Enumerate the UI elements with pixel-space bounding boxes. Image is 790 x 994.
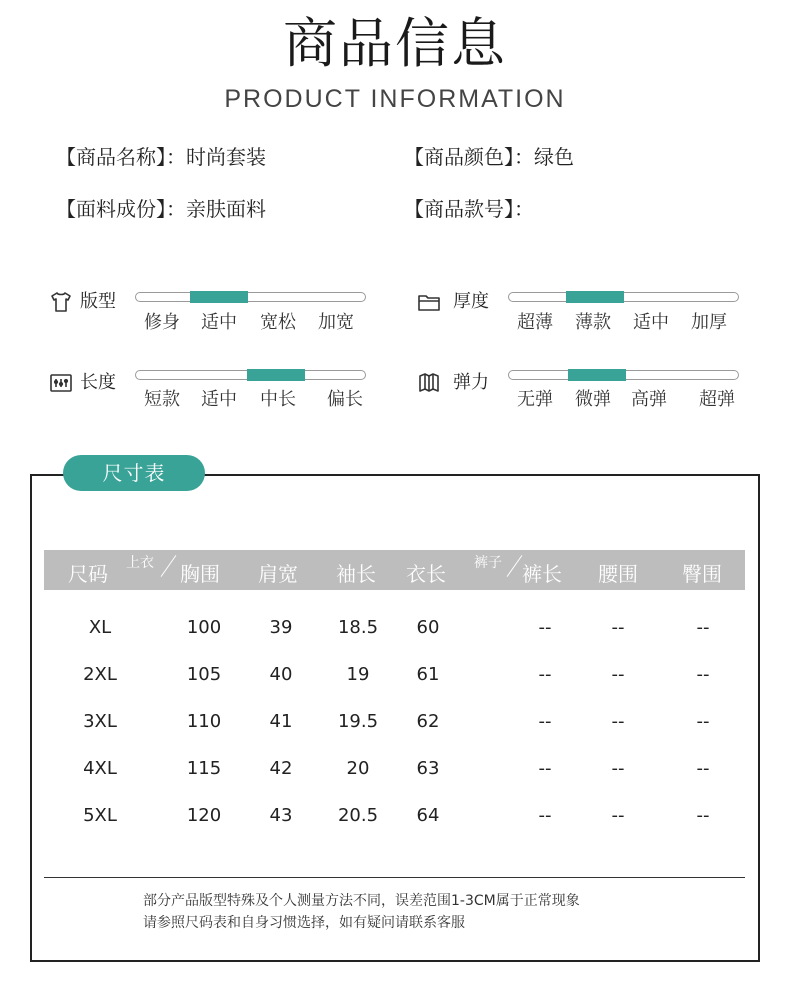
cell-shoulder: 40 <box>269 664 293 685</box>
header-pants-group: 裤子 <box>474 555 502 571</box>
cell-hip: -- <box>696 805 710 826</box>
attr-elasticity-option: 高弹 <box>631 389 667 410</box>
attr-length-option: 适中 <box>201 389 237 410</box>
attr-elasticity-option: 超弹 <box>699 389 735 410</box>
header-length: 衣长 <box>406 562 446 586</box>
attr-elasticity-option: 无弹 <box>517 389 553 410</box>
cell-pants-length: -- <box>538 664 552 685</box>
attr-length-option: 偏长 <box>327 389 363 410</box>
cell-pants-length: -- <box>538 805 552 826</box>
cell-hip: -- <box>696 711 710 732</box>
fabric-icon <box>417 371 441 395</box>
cell-pants-length: -- <box>538 758 552 779</box>
header-size: 尺码 <box>68 562 108 586</box>
cell-sleeve: 20 <box>346 758 370 779</box>
attr-length-indicator <box>247 369 305 381</box>
cell-chest: 105 <box>186 664 222 685</box>
cell-length: 63 <box>416 758 440 779</box>
attr-elasticity-label: 弹力 <box>453 372 489 393</box>
cell-size: 3XL <box>83 711 117 732</box>
attr-elasticity-indicator <box>568 369 626 381</box>
cell-sleeve: 20.5 <box>337 805 379 826</box>
cell-size: 4XL <box>83 758 117 779</box>
cell-waist: -- <box>611 805 625 826</box>
attr-length-option: 中长 <box>260 389 296 410</box>
attr-fit-label: 版型 <box>80 291 116 312</box>
size-table-tab: 尺寸表 <box>63 455 205 491</box>
attr-fit-track <box>135 292 366 302</box>
cell-waist: -- <box>611 664 625 685</box>
attr-thickness-option: 适中 <box>633 312 669 333</box>
cell-pants-length: -- <box>538 617 552 638</box>
attr-thickness-indicator <box>566 291 624 303</box>
cell-sleeve: 19.5 <box>337 711 379 732</box>
attr-fit-option: 加宽 <box>318 312 354 333</box>
cell-size: 5XL <box>83 805 117 826</box>
cell-sleeve: 19 <box>346 664 370 685</box>
attr-elasticity-option: 微弹 <box>575 389 611 410</box>
ruler-icon <box>49 371 73 395</box>
header-waist: 腰围 <box>598 562 638 586</box>
page-title: 商品信息 <box>283 12 507 75</box>
product-style-no: 【商品款号】： <box>404 197 534 221</box>
cell-length: 61 <box>416 664 440 685</box>
cell-length: 64 <box>416 805 440 826</box>
header-top-group: 上衣 <box>126 555 154 571</box>
cell-hip: -- <box>696 758 710 779</box>
attr-thickness-option: 超薄 <box>517 312 553 333</box>
header-shoulder: 肩宽 <box>258 562 298 586</box>
cell-shoulder: 41 <box>269 711 293 732</box>
cell-length: 62 <box>416 711 440 732</box>
note-line: 请参照尺码表和自身习惯选择，如有疑问请联系客服 <box>143 915 465 931</box>
cell-length: 60 <box>416 617 440 638</box>
cell-pants-length: -- <box>538 711 552 732</box>
page-subtitle: PRODUCT INFORMATION <box>224 85 566 113</box>
header-pants-length: 裤长 <box>522 562 562 586</box>
attr-thickness-option: 薄款 <box>575 312 611 333</box>
header-hip: 臀围 <box>682 562 722 586</box>
cell-hip: -- <box>696 664 710 685</box>
header-chest: 胸围 <box>180 562 220 586</box>
cell-waist: -- <box>611 617 625 638</box>
cell-sleeve: 18.5 <box>337 617 379 638</box>
attr-length-option: 短款 <box>144 389 180 410</box>
attr-fit-option: 修身 <box>144 312 180 333</box>
attr-thickness-option: 加厚 <box>691 312 727 333</box>
cell-chest: 100 <box>186 617 222 638</box>
product-fabric: 【面料成份】：亲肤面料 <box>56 197 266 221</box>
cell-chest: 115 <box>186 758 222 779</box>
product-name: 【商品名称】：时尚套装 <box>56 145 266 169</box>
cell-size: XL <box>88 617 112 638</box>
attr-length-label: 长度 <box>80 372 116 393</box>
attr-thickness-label: 厚度 <box>453 291 489 312</box>
cell-shoulder: 39 <box>269 617 293 638</box>
cell-chest: 120 <box>186 805 222 826</box>
header-sleeve: 袖长 <box>336 562 376 586</box>
cell-hip: -- <box>696 617 710 638</box>
attr-fit-option: 宽松 <box>260 312 296 333</box>
cell-chest: 110 <box>186 711 222 732</box>
attr-fit-option: 适中 <box>201 312 237 333</box>
product-color: 【商品颜色】：绿色 <box>404 145 574 169</box>
cell-waist: -- <box>611 758 625 779</box>
cell-waist: -- <box>611 711 625 732</box>
tshirt-icon <box>49 290 73 314</box>
cell-shoulder: 42 <box>269 758 293 779</box>
cell-size: 2XL <box>83 664 117 685</box>
cell-shoulder: 43 <box>269 805 293 826</box>
folder-icon <box>417 290 441 314</box>
table-divider <box>44 877 745 878</box>
note-line: 部分产品版型特殊及个人测量方法不同，误差范围1-3CM属于正常现象 <box>143 893 580 909</box>
attr-fit-indicator <box>190 291 248 303</box>
